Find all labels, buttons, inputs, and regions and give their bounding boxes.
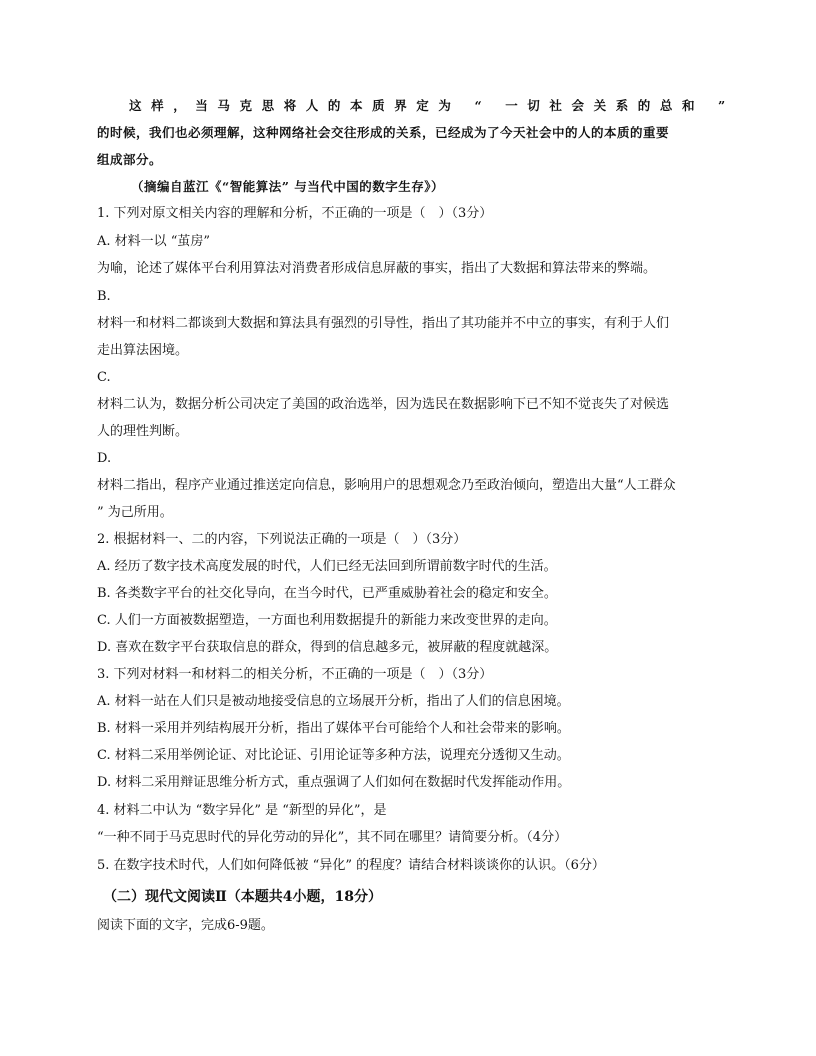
q1-option-c-line-1: 材料二认为，数据分析公司决定了美国的政治选举，因为选民在数据影响下已不知不觉丧失了对候选: [97, 397, 670, 412]
q2-option-d: D. 喜欢在数字平台获取信息的群众，得到的信息越多元，被屏蔽的程度就越深。: [97, 640, 558, 655]
passage-line-3: 组成部分。: [97, 152, 163, 167]
q2-option-a: A. 经历了数字技术高度发展的时代，人们已经无法回到所谓前数字时代的生活。: [97, 559, 557, 574]
section-2-title: （二）现代文阅读Ⅱ（本题共4小题，18分）: [103, 889, 383, 905]
q1-option-d-label: D.: [97, 451, 112, 466]
q1-option-c-line-2: 人的理性判断。: [97, 424, 189, 439]
q1-option-d-line-1: 材料二指出，程序产业通过推送定向信息，影响用户的思想观念乃至政治倾向，塑造出大量“人工群众: [97, 478, 676, 493]
q1-option-d-line-2: ” 为己所用。: [97, 505, 173, 520]
q1-option-c-label: C.: [97, 370, 111, 385]
q1-stem: 1. 下列对原文相关内容的理解和分析，不正确的一项是（ ）（3分）: [97, 206, 493, 221]
q3-option-b: B. 材料一采用并列结构展开分析，指出了媒体平台可能给个人和社会带来的影响。: [97, 721, 570, 736]
q1-option-b-line-2: 走出算法困境。: [97, 343, 189, 358]
passage-source: （摘编自蓝江《“智能算法” 与当代中国的数字生存》）: [131, 179, 444, 194]
passage-line-1: 这样，当马克思将人的本质界定为 “ 一切社会关系的总和 ”: [129, 98, 735, 113]
q2-stem: 2. 根据材料一、二的内容，下列说法正确的一项是（ ）（3分）: [97, 532, 467, 547]
section-2-instruction: 阅读下面的文字，完成6-9题。: [97, 918, 274, 933]
q3-option-d: D. 材料二采用辩证思维分析方式，重点强调了人们如何在数据时代发挥能动作用。: [97, 775, 571, 790]
q1-option-a-line-2: 为喻，论述了媒体平台利用算法对消费者形成信息屏蔽的事实，指出了大数据和算法带来的弊端。: [97, 261, 657, 276]
q5-line-1: 5. 在数字技术时代，人们如何降低被 “异化” 的程度？请结合材料谈谈你的认识。（6分）: [97, 858, 605, 873]
passage-line-2: 的时候，我们也必须理解，这种网络社会交往形成的关系，已经成为了今天社会中的人的本质的重要: [97, 125, 670, 140]
q1-option-a-line-1: A. 材料一以 “茧房”: [97, 234, 211, 249]
q1-option-b-line-1: 材料一和材料二都谈到大数据和算法具有强烈的引导性，指出了其功能并不中立的事实，有利于人们: [97, 316, 670, 331]
q4-line-2: “一种不同于马克思时代的异化劳动的异化”，其不同在哪里？请简要分析。（4分）: [97, 830, 568, 845]
q4-line-1: 4. 材料二中认为 “数字异化” 是 “新型的异化”，是: [97, 803, 387, 818]
q3-option-c: C. 材料二采用举例论证、对比论证、引用论证等多种方法，说理充分透彻又生动。: [97, 748, 570, 763]
q2-option-c: C. 人们一方面被数据塑造，一方面也利用数据提升的新能力来改变世界的走向。: [97, 613, 557, 628]
q3-option-a: A. 材料一站在人们只是被动地接受信息的立场展开分析，指出了人们的信息困境。: [97, 694, 570, 709]
q3-stem: 3. 下列对材料一和材料二的相关分析，不正确的一项是（ ）（3分）: [97, 667, 493, 682]
q2-option-b: B. 各类数字平台的社交化导向，在当今时代，已严重威胁着社会的稳定和安全。: [97, 586, 557, 601]
q1-option-b-label: B.: [97, 289, 111, 304]
